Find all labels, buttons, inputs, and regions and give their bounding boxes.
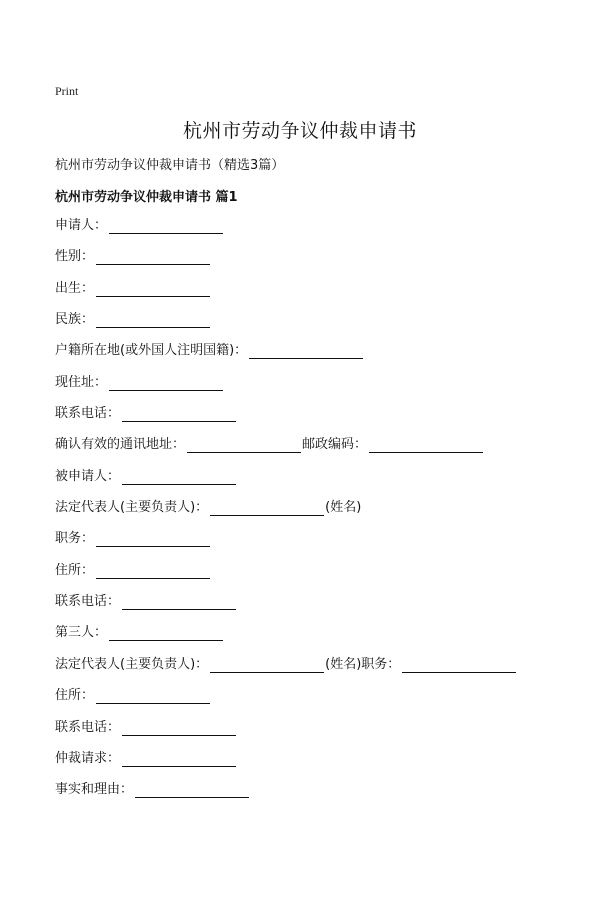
field-label: 住所： [55,688,95,704]
field-row-gender [55,249,575,280]
blank-line[interactable] [109,625,223,641]
blank-line[interactable] [122,594,236,610]
field-label: 确认有效的通讯地址： [55,437,186,453]
field-label: 联系电话： [55,406,121,422]
blank-line[interactable] [210,657,324,673]
field-row-ethnicity [55,312,575,343]
field-row-domicile [55,563,575,594]
field-row-legal-representative [55,500,575,531]
field-row-position [55,531,575,562]
field-label: 户籍所在地(或外国人注明国籍)： [55,343,248,359]
field-row-arbitration-claims [55,751,575,782]
print-label: Print [55,84,79,98]
field-row-respondent [55,469,575,500]
field-label: 第三人： [55,625,108,641]
field-label: 法定代表人(主要负责人)： [55,656,209,672]
blank-line[interactable] [369,437,483,453]
field-label: 性别： [55,249,95,265]
field-row-phone-respondent [55,594,575,625]
blank-line[interactable] [122,406,236,422]
blank-line[interactable] [187,437,301,453]
field-label: 申请人： [55,218,108,233]
field-label: 仲裁请求： [55,750,121,766]
blank-line[interactable] [135,782,249,798]
blank-line[interactable] [249,343,363,359]
blank-line[interactable] [96,563,210,579]
field-row-household-registration [55,343,575,374]
blank-line[interactable] [122,720,236,736]
document-subtitle: 杭州市劳动争议仲裁申请书（精选3篇） [55,158,285,173]
field-label: 出生： [55,280,95,296]
blank-line[interactable] [96,688,210,704]
document-title: 杭州市劳动争议仲裁申请书 [182,120,417,142]
field-row-phone-third [55,720,575,751]
postal-code-label: 邮政编码： [302,437,368,453]
field-suffix: (姓名) [325,500,362,516]
blank-line[interactable] [96,531,210,547]
field-row-third-party [55,625,575,656]
blank-line[interactable] [109,218,223,234]
blank-line[interactable] [109,375,223,391]
field-label: 法定代表人(主要负责人)： [55,500,209,516]
blank-line[interactable] [96,312,210,328]
field-label: 事实和理由： [55,782,134,798]
blank-line[interactable] [122,751,236,767]
form-fields [55,218,575,814]
field-label: 联系电话： [55,719,121,735]
field-row-current-address [55,375,575,406]
field-label: 职务： [55,531,95,547]
field-row-facts-reasons [55,782,575,813]
blank-line[interactable] [402,657,516,673]
field-label: 住所： [55,562,95,578]
section-heading: 杭州市劳动争议仲裁申请书 篇1 [55,190,238,205]
blank-line[interactable] [96,281,210,297]
field-label: 现住址： [55,374,108,390]
blank-line[interactable] [96,249,210,265]
field-suffix: (姓名)职务： [325,656,401,672]
field-row-legal-representative-third [55,657,575,688]
field-row-birth [55,281,575,312]
field-label: 民族： [55,312,95,328]
field-row-domicile-third [55,688,575,719]
field-row-mailing-address [55,437,575,468]
field-row-applicant [55,218,575,249]
blank-line[interactable] [210,500,324,516]
field-label: 联系电话： [55,594,121,610]
field-label: 被申请人： [55,468,121,484]
field-row-phone [55,406,575,437]
blank-line[interactable] [122,469,236,485]
